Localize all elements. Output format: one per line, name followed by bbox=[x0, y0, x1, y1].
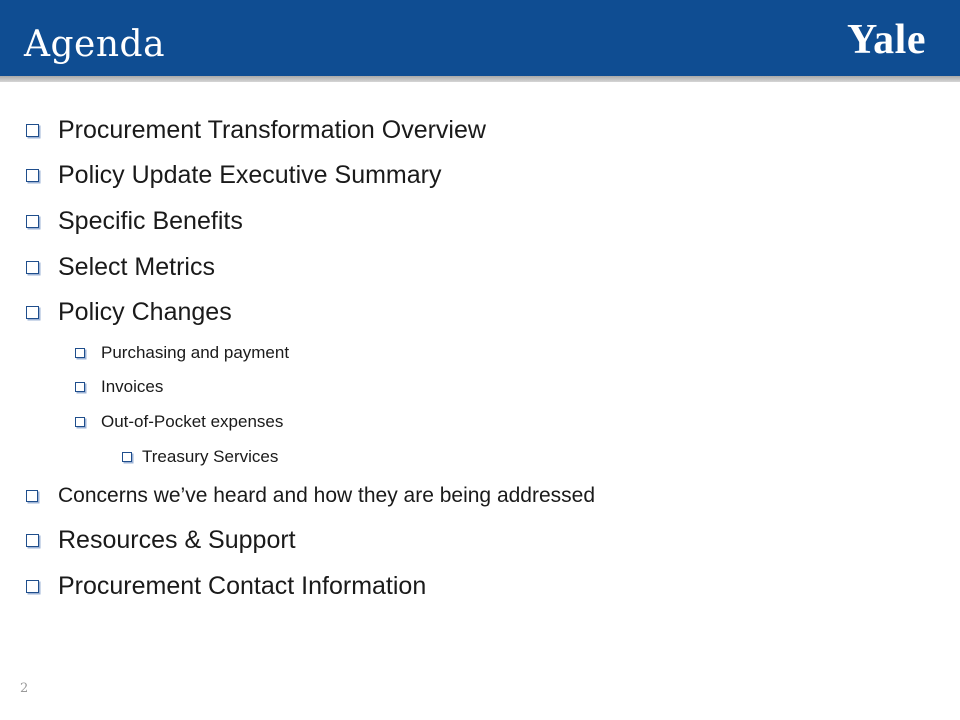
agenda-item-label: Policy Update Executive Summary bbox=[58, 160, 442, 189]
checkbox-square-icon bbox=[26, 124, 39, 137]
agenda-item-label: Procurement Contact Information bbox=[58, 571, 427, 600]
agenda-item-label: Procurement Transformation Overview bbox=[58, 115, 486, 144]
agenda-subsubitem bbox=[122, 447, 278, 467]
agenda-subitem-label: Invoices bbox=[101, 377, 164, 396]
agenda-item bbox=[26, 252, 215, 282]
agenda-item bbox=[26, 297, 232, 327]
yale-logo: Yale bbox=[847, 17, 926, 63]
checkbox-square-icon bbox=[26, 261, 39, 274]
checkbox-square-icon bbox=[75, 382, 85, 392]
checkbox-square-icon bbox=[26, 306, 39, 319]
checkbox-square-icon bbox=[26, 215, 39, 228]
agenda-subitem-label: Out-of-Pocket expenses bbox=[101, 412, 284, 431]
agenda-subitem bbox=[75, 377, 163, 397]
agenda-item bbox=[26, 115, 486, 145]
agenda-item bbox=[26, 483, 595, 509]
agenda-item-label: Resources & Support bbox=[58, 525, 296, 554]
agenda-item-label: Policy Changes bbox=[58, 297, 232, 326]
checkbox-square-icon bbox=[26, 580, 39, 593]
agenda-item-label: Select Metrics bbox=[58, 252, 215, 281]
agenda-subitem bbox=[75, 412, 283, 432]
checkbox-square-icon bbox=[26, 169, 39, 182]
agenda-item bbox=[26, 206, 243, 236]
checkbox-square-icon bbox=[26, 534, 39, 547]
agenda-item bbox=[26, 525, 296, 555]
agenda-subitem bbox=[75, 343, 289, 363]
agenda-subitem-label: Purchasing and payment bbox=[101, 343, 290, 362]
checkbox-square-icon bbox=[75, 348, 85, 358]
agenda-subsubitem-label: Treasury Services bbox=[142, 447, 279, 466]
slide-title: Agenda bbox=[24, 24, 166, 65]
checkbox-square-icon bbox=[122, 452, 132, 462]
agenda-item-label: Specific Benefits bbox=[58, 206, 243, 235]
agenda-item bbox=[26, 571, 426, 601]
checkbox-square-icon bbox=[26, 490, 38, 502]
agenda-item bbox=[26, 160, 441, 190]
agenda-item-label: Concerns we’ve heard and how they are being addressed bbox=[58, 484, 596, 507]
page-number: 2 bbox=[20, 681, 29, 696]
checkbox-square-icon bbox=[75, 417, 85, 427]
